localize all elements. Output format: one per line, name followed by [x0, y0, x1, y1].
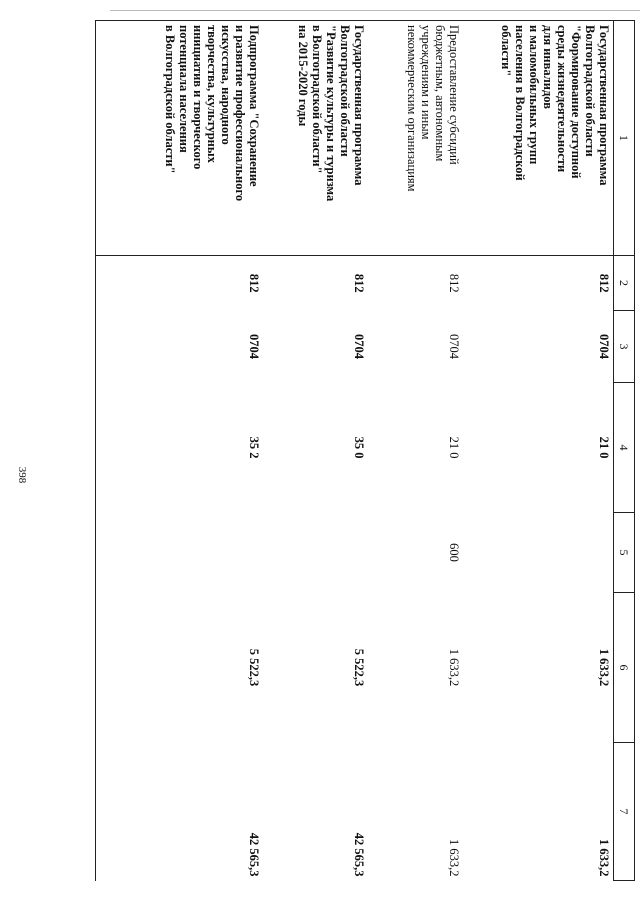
column-header: 6: [614, 593, 635, 743]
table-row: [369, 21, 464, 881]
column-header: 1: [614, 21, 635, 256]
row-name-cell: [369, 21, 464, 256]
table-row: [96, 21, 264, 881]
amount-cell: 1 633,2: [597, 648, 611, 687]
budget-table: [95, 20, 635, 881]
expense-type-code: [96, 513, 264, 593]
expense-type-code: [264, 513, 369, 593]
row-name: Подпрограмма "Сохранение и развитие профессионального искусства, народного творчества, культурных инициатив и творческого потенциала населения в Волгоградской области": [163, 25, 262, 202]
column-number-row: [614, 21, 635, 881]
page-number: 398: [16, 466, 28, 484]
amount-cell: 5 522,3: [96, 593, 264, 743]
amount-cell: 5 522,3: [352, 648, 367, 687]
column-header: 3: [614, 311, 635, 383]
column-header: 5: [614, 513, 635, 593]
section-code: 0704: [447, 334, 462, 359]
column-header: 4: [614, 383, 635, 513]
row-name: Предоставление субсидий бюджетным, автономным учреждениям и иным некоммерческим организациям: [405, 25, 462, 192]
row-name-cell: [264, 21, 369, 256]
program-code: 35 0: [352, 436, 367, 459]
top-rule: [110, 10, 640, 11]
ministry-code: 812: [352, 273, 367, 293]
column-header: 7: [614, 743, 635, 881]
ministry-code: 812: [447, 273, 462, 293]
row-name: Государственная программа Волгоградской области "Формирование доступной среды жизнедеятельности для инвалидов и маломобильных групп населения в Волгоградской области": [499, 25, 611, 186]
expense-type-code: 600: [447, 543, 462, 562]
amount-cell: 1 633,2: [447, 648, 462, 687]
total-cell: 1 633,2: [597, 839, 611, 877]
ministry-code: 812: [96, 256, 264, 311]
section-code: 0704: [96, 311, 264, 383]
expense-type-code: [464, 513, 614, 593]
total-cell: 42 565,3: [352, 832, 367, 877]
section-code: 0704: [352, 334, 367, 359]
program-code: 35 2: [96, 383, 264, 513]
total-cell: 1 633,2: [447, 839, 462, 877]
program-code: 21 0: [447, 436, 462, 459]
column-header: 2: [614, 256, 635, 311]
section-code: 0704: [597, 334, 611, 359]
ministry-code: 812: [597, 273, 611, 293]
table-row: [264, 21, 369, 881]
total-cell: 42 565,3: [96, 743, 264, 881]
row-name-cell: [464, 21, 614, 256]
row-name: Государственная программа Волгоградской области "Развитие культуры и туризма в Волгоградской области" на 2015-2020 годы: [296, 25, 367, 202]
rotated-page: [95, 20, 635, 880]
table-row: [464, 21, 614, 881]
program-code: 21 0: [597, 436, 611, 459]
row-name-cell: [96, 21, 264, 256]
